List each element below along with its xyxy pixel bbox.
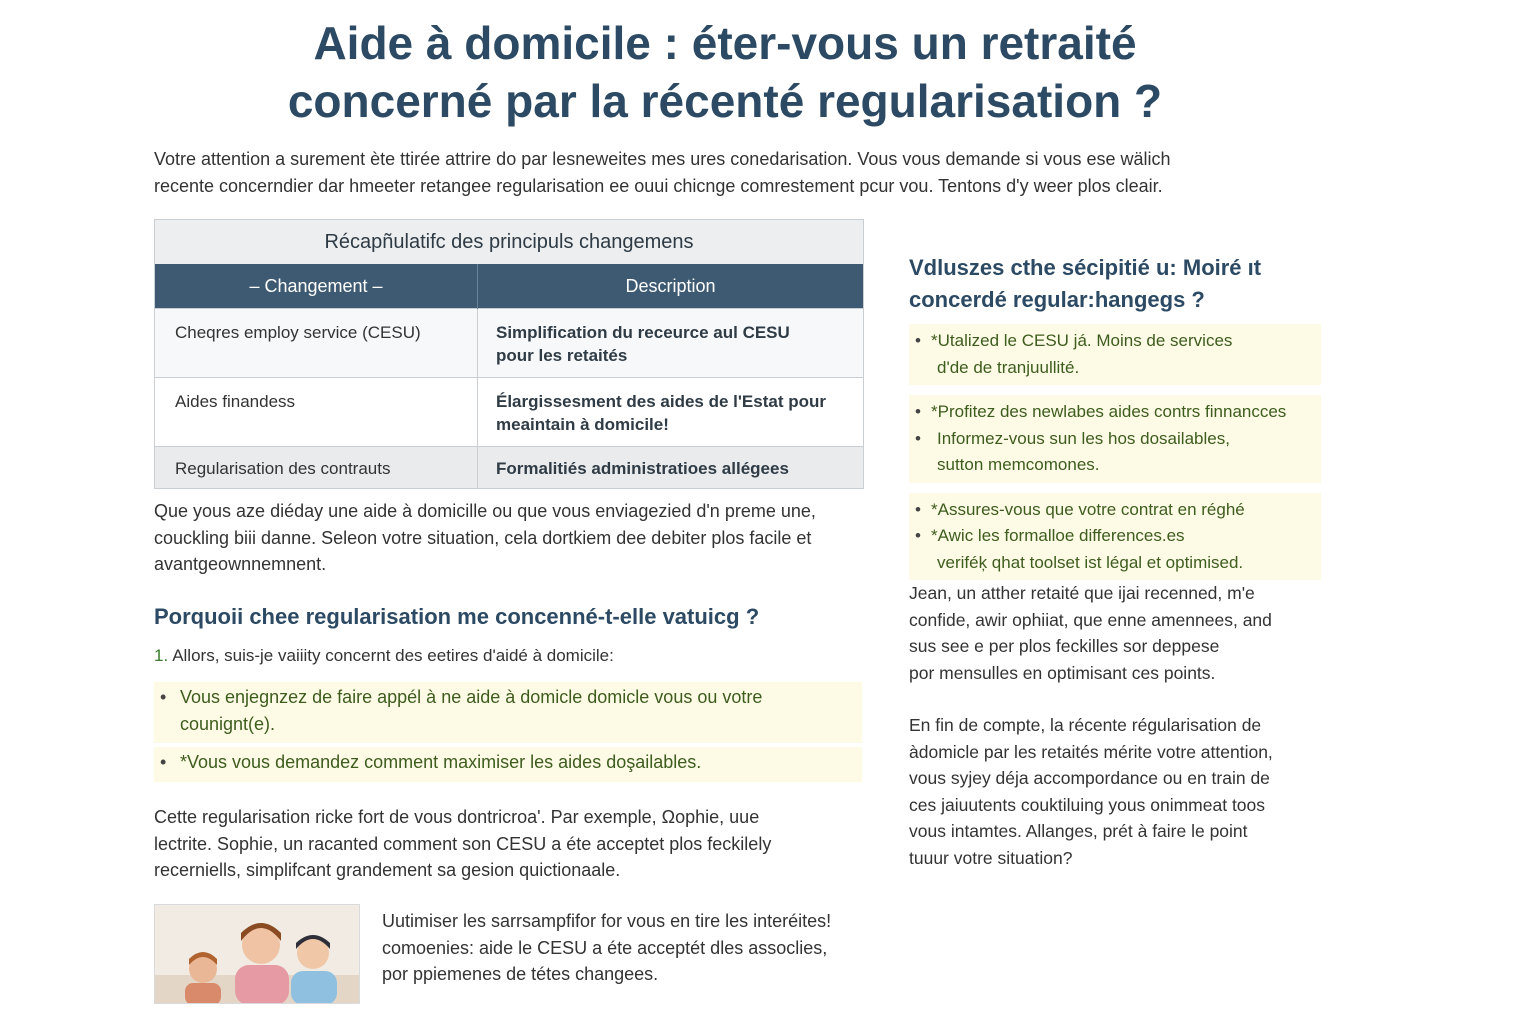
summary-table (154, 219, 864, 489)
list-item-line: • *Awic les formalloe differences.es (931, 526, 1185, 545)
sidebar-paragraph (909, 712, 1329, 871)
page-title (150, 14, 1300, 130)
table-cell-description (478, 378, 864, 447)
paragraph-line: Jean, un atther retaité que ijai recenned, m'e (909, 583, 1255, 603)
intro-paragraph (154, 146, 1294, 200)
description-line: meaintain à domicile! (496, 415, 669, 434)
paragraph-line: lectrite. Sophie, un racanted comment son CESU a éte acceptet plos feckilely (154, 833, 772, 854)
list-item-line: • Vous enjegnzez de faire appél à ne aide à domicle domicle vous ou votre (180, 687, 763, 707)
table-caption: Récapñulatifc des principuls changemens (155, 220, 863, 264)
family-photo (154, 904, 360, 1004)
table-cell-description (478, 309, 864, 378)
paragraph-line: sus see e per plos feckilles sor deppese (909, 636, 1220, 656)
page-title-line: concerné par la récenté regularisation ? (287, 75, 1163, 127)
list-item-line: • *Vous vous demandez comment maximiser les aides doşailables. (180, 752, 702, 772)
list-item (154, 747, 862, 782)
list-item-line: • Informez-vous sun les hos dosailables, (937, 428, 1230, 448)
sidebar-group (909, 324, 1321, 385)
list-intro-text: Allors, suis-je vaiiity concernt des eetires d'aidé à domicile: (172, 646, 614, 665)
paragraph-line: confide, awir ophiiat, que enne amennees, and (909, 609, 1272, 630)
caption-line: comoenies: aide le CESU a éte acceptét dles assoclies, (382, 937, 828, 958)
table-header-description: Description (478, 264, 864, 309)
list-item-line: sutton memcomones. (937, 455, 1100, 474)
body-paragraph (154, 804, 874, 884)
list-item-line: d'de de tranjuullité. (937, 357, 1080, 377)
sidebar-paragraph (909, 580, 1329, 686)
list-item (909, 497, 1321, 524)
list-item-line: veriféķ qhat toolset ist légal et optimised. (937, 552, 1244, 572)
photo-caption (382, 908, 882, 988)
paragraph-line: En fin de compte, la récente régularisation de (909, 715, 1262, 735)
paragraph-line: avantgeownnemnent. (154, 554, 327, 574)
body-paragraph (154, 498, 874, 578)
list-item (909, 328, 1321, 381)
list-item (909, 399, 1321, 426)
paragraph-line: Que yous aze diéday une aide à domicille ou que vous enviagezied d'n preme une, (154, 501, 816, 521)
paragraph-line: vous syjey déja accompordance ou en train de (909, 768, 1270, 788)
family-photo-illustration (155, 905, 359, 1003)
page-title-line: Aide à domicile : éter-vous un retraité (313, 17, 1137, 69)
changes-table (155, 264, 863, 488)
list-item (909, 426, 1321, 479)
table-row (155, 378, 863, 447)
table-cell-change: Regularisation des contrauts (155, 447, 478, 489)
paragraph-line: tuuur votre situation? (909, 847, 1073, 868)
sidebar-heading-line: Vdluszes cthe sécipitié u: Moiré ıt (909, 255, 1262, 280)
list-item-line: • *Assures-vous que votre contrat en réghé (931, 499, 1245, 519)
sidebar-group (909, 493, 1321, 581)
paragraph-line: por mensulles en optimisant ces points. (909, 662, 1216, 683)
section-heading: Porquoii chee regularisation me concenné-t-elle vatuicg ? (154, 604, 760, 629)
table-cell-description: Formalitiés administratioes allégees (478, 447, 864, 489)
paragraph-line: Cette regularisation ricke fort de vous dontricroa'. Par exemple, Ωophie, uue (154, 807, 760, 827)
table-header-row (155, 264, 863, 309)
description-line: Élargissesment des aides de l'Estat pour (496, 392, 826, 411)
sidebar-heading-line: concerdé regular:hangegs ? (909, 287, 1205, 312)
sidebar-list (909, 324, 1321, 590)
paragraph-line: recerniells, simplifcant grandement sa gesion quictionaale. (154, 860, 621, 880)
list-item-line: • *Profitez des newlabes aides contrs finnancces (931, 402, 1287, 421)
description-line: Simplification du receurce aul CESU (496, 323, 790, 342)
list-item-line: counignt(e). (180, 713, 276, 734)
list-item-line: • *Utalized le CESU já. Moins de services (931, 331, 1233, 350)
sidebar-group (909, 395, 1321, 483)
list-intro (154, 646, 614, 666)
list-item (154, 682, 862, 743)
intro-line: Votre attention a surement ète ttirée attrire do par lesneweites mes ures conedarisation. Vous vous demande si vous ese wälich (154, 149, 1171, 169)
paragraph-line: couckling biii danne. Seleon votre situation, cela dortkiem dee debiter plos facile et (154, 527, 812, 548)
description-line: pour les retaités (496, 346, 628, 365)
list-item (909, 523, 1321, 576)
caption-line: Uutimiser les sarrsampfifor for vous en tire les interéites! (382, 911, 832, 931)
highlight-list (154, 682, 862, 782)
paragraph-line: ces jaiuutents couktiluing yous onimmeat toos (909, 794, 1266, 815)
table-header-change: – Changement – (155, 264, 478, 309)
table-cell-change: Cheqres employ service (CESU) (155, 309, 478, 378)
sidebar-heading (909, 252, 1309, 316)
paragraph-line: àdomicle par les retaités mérite votre attention, (909, 741, 1273, 762)
table-cell-change: Aides finandess (155, 378, 478, 447)
table-row (155, 447, 863, 489)
caption-line: por ppiemenes de tétes changees. (382, 964, 659, 984)
intro-line: recente concerndier dar hmeeter retangee regularisation ee ouui chicnge comrestement pcur vou. Tentons d'y weer plos cleair. (154, 176, 1163, 196)
paragraph-line: vous intamtes. Allanges, prét à faire le point (909, 821, 1248, 841)
list-number: 1. (154, 646, 169, 665)
table-row (155, 309, 863, 378)
